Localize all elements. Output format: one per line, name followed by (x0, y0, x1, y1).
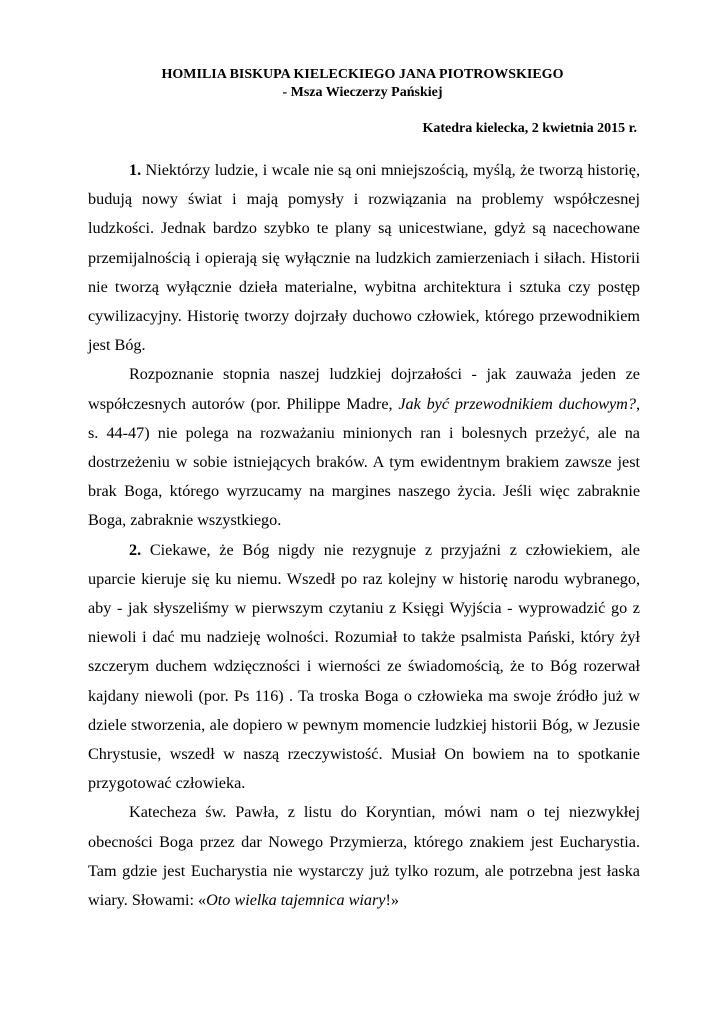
paragraph-4-text-b: !» (385, 891, 399, 910)
paragraph-3-text: Ciekawe, że Bóg nigdy nie rezygnuje z przyjaźni z człowiekiem, ale uparcie kieruje się ku niemu. Wszedł po raz kolejny w historię narodu wybranego, aby - jak słyszeliśmy w pierwszym czytaniu z Księgi Wyjścia - wyprowadzić go z niewoli i dać mu nadzieję wolności. Rozumiał to także psalmista Pański, który żył szczerym duchem wdzięczności i wierności ze świadomością, że to Bóg rozerwał kajdany niewoli (por. Ps 116) . Ta troska Boga o człowieka ma swoje źródło już w dziele stworzenia, ale dopiero w pewnym momencie ludzkiej historii Bóg, w Jezusie Chrystusie, wszedł w naszą rzeczywistość. Musiał On bowiem na to spotkanie przygotować człowieka. (88, 540, 640, 793)
book-title: Jak być przewodnikiem duchowym? (398, 394, 636, 413)
paragraph-3 (88, 536, 640, 799)
paragraph-2-text-b: , s. 44-47) nie polega na rozważaniu minionych ran i bolesnych przeżyć, ale na dostrzeżeniu w sobie istniejących braków. A tym ewidentnym brakiem zawsze jest brak Boga, którego wyrzucamy na margines naszego życia. Jeśli więc zabraknie Boga, zabraknie wszystkiego. (88, 394, 641, 530)
place-date: Katedra kielecka, 2 kwietnia 2015 r. (422, 121, 637, 136)
paragraph-2-text-a: Rozpoznanie stopnia naszej ludzkiej dojrzałości - jak zauważa jeden ze współczesnych autorów (por. Philippe Madre, (88, 365, 640, 413)
title-line-2: - Msza Wieczerzy Pańskiej (282, 85, 443, 100)
liturgical-quote: Oto wielka tajemnica wiary (206, 891, 386, 910)
paragraph-4-text-a: Katecheza św. Pawła, z listu do Koryntian, mówi nam o tej niezwykłej obecności Boga przez dar Nowego Przymierza, którego znakiem jest Eucharystia. Tam gdzie jest Eucharystia nie wystarczy już tylko rozum, ale potrzebna jest łaska wiary. Słowami: « (88, 803, 640, 910)
paragraph-1-text: Niektórzy ludzie, i wcale nie są oni mniejszością, myślą, że tworzą historię, budują nowy świat i mają pomysły i rozwiązania na problemy współczesnej ludzkości. Jednak bardzo szybko te plany są unicestwiane, gdyż są nacechowane przemijalnością i opierają się wyłącznie na ludzkich zamierzeniach i siłach. Historii nie tworzą wyłącznie dzieła materialne, wybitna architektura i sztuka czy postęp cywilizacyjny. Historię tworzy dojrzały duchowo człowiek, którego przewodnikiem jest Bóg. (88, 161, 640, 355)
paragraph-4 (88, 798, 640, 915)
paragraph-2 (88, 360, 640, 535)
homily-title (0, 66, 725, 102)
homily-body (88, 156, 640, 915)
section-number-1: 1. (129, 161, 142, 179)
title-line-1: HOMILIA BISKUPA KIELECKIEGO JANA PIOTROWSKIEGO (161, 67, 564, 82)
paragraph-1 (88, 156, 640, 360)
section-number-2: 2. (129, 540, 142, 559)
